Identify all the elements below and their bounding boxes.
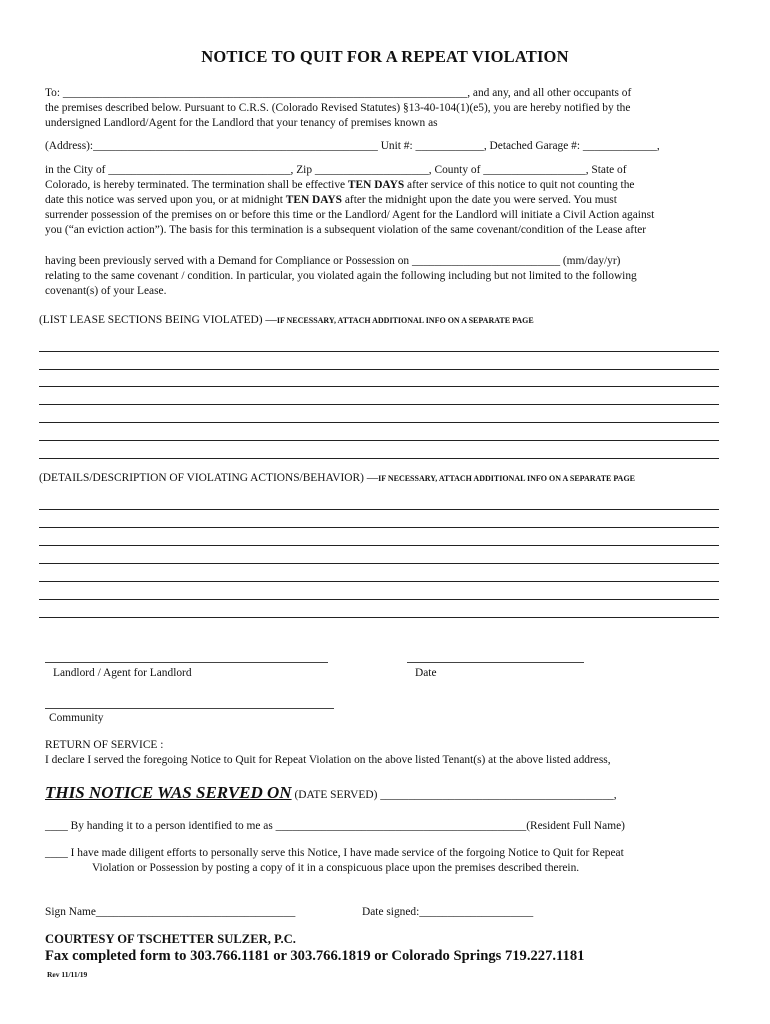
previously-served-line: having been previously served with a Demand for Compliance or Possession on __________________________ (mm/day/yr) bbox=[45, 255, 621, 267]
lease-section-line[interactable] bbox=[39, 351, 719, 352]
service-by-posting-line-2: Violation or Possession by posting a copy of it in a conspicuous place upon the premises described therein. bbox=[92, 862, 580, 874]
sign-name-field[interactable]: Sign Name___________________________________ bbox=[45, 906, 296, 918]
courtesy-line: COURTESY OF TSCHETTER SULZER, P.C. bbox=[45, 932, 296, 946]
return-of-service-declaration: I declare I served the foregoing Notice to Quit for Repeat Violation on the above listed Tenant(s) at the above listed address, bbox=[45, 754, 611, 766]
lease-section-line[interactable] bbox=[39, 422, 719, 423]
details-line[interactable] bbox=[39, 509, 719, 510]
previously-lease-line: covenant(s) of your Lease. bbox=[45, 285, 167, 297]
fax-instructions: Fax completed form to 303.766.1181 or 303.766.1819 or Colorado Springs 719.227.1181 bbox=[45, 948, 585, 964]
date-label: Date bbox=[415, 667, 437, 679]
lease-section-line[interactable] bbox=[39, 386, 719, 387]
details-line[interactable] bbox=[39, 545, 719, 546]
return-of-service-heading: RETURN OF SERVICE : bbox=[45, 739, 164, 751]
date-served-field[interactable]: (DATE SERVED) _________________________________________, bbox=[291, 789, 617, 801]
details-line[interactable] bbox=[39, 599, 719, 600]
community-line[interactable] bbox=[45, 708, 334, 709]
service-by-posting-option[interactable]: ____ I have made diligent efforts to personally serve this Notice, I have made service of the forgoing Notice to Quit for Repeat bbox=[45, 847, 624, 859]
ten-days-bold: TEN DAYS bbox=[347, 179, 405, 191]
intro-tenancy-line: undersigned Landlord/Agent for the Landlord that your tenancy of premises known as bbox=[45, 117, 438, 129]
ten-days-bold: TEN DAYS bbox=[285, 194, 342, 206]
lease-section-line[interactable] bbox=[39, 369, 719, 370]
address-line: (Address):__________________________________________________ Unit #: ____________, Detached Garage #: _____________, bbox=[45, 140, 660, 152]
date-signed-field[interactable]: Date signed:____________________ bbox=[362, 906, 534, 918]
served-on-line bbox=[45, 783, 617, 803]
details-line[interactable] bbox=[39, 527, 719, 528]
city-zip-county-line: in the City of ________________________________, Zip ____________________, County of __________________, State of bbox=[45, 164, 627, 176]
landlord-label: Landlord / Agent for Landlord bbox=[53, 667, 192, 679]
attach-note: IF NECESSARY, ATTACH ADDITIONAL INFO ON A SEPARATE PAGE bbox=[276, 316, 534, 325]
details-line[interactable] bbox=[39, 563, 719, 564]
lease-section-line[interactable] bbox=[39, 404, 719, 405]
termination-line-3: date this notice was served upon you, or at midnight TEN DAYS after the midnight upon the date you were served. You must bbox=[45, 194, 617, 206]
details-heading: (DETAILS/DESCRIPTION OF VIOLATING ACTIONS/BEHAVIOR) —IF NECESSARY, ATTACH ADDITIONAL INFO ON A SEPARATE PAGE bbox=[39, 472, 636, 484]
landlord-signature-line[interactable] bbox=[45, 662, 328, 663]
attach-note: IF NECESSARY, ATTACH ADDITIONAL INFO ON A SEPARATE PAGE bbox=[378, 474, 636, 483]
date-signature-line[interactable] bbox=[407, 662, 584, 663]
termination-line-4: surrender possession of the premises on or before this time or the Landlord/ Agent for the Landlord will initiate a Civil Action against bbox=[45, 209, 655, 221]
intro-statute-line: the premises described below. Pursuant to C.R.S. (Colorado Revised Statutes) §13-40-104(1)(e5), you are hereby notified by the bbox=[45, 102, 631, 114]
served-on-label: THIS NOTICE WAS SERVED ON bbox=[45, 783, 292, 802]
revision-label: Rev 11/11/19 bbox=[47, 970, 88, 979]
intro-to-line: To: _______________________________________________________________________, and any, and all other occupants of bbox=[45, 87, 632, 99]
previously-covenant-line: relating to the same covenant / condition. In particular, you violated again the following including but not limited to the following bbox=[45, 270, 637, 282]
service-by-handing-option[interactable]: ____ By handing it to a person identified to me as ____________________________________________(Resident Full Name) bbox=[45, 820, 625, 832]
community-label: Community bbox=[49, 712, 104, 724]
termination-line-2: Colorado, is hereby terminated. The termination shall be effective TEN DAYS after service of this notice to quit not counting the bbox=[45, 179, 635, 191]
lease-section-line[interactable] bbox=[39, 458, 719, 459]
lease-sections-heading: (LIST LEASE SECTIONS BEING VIOLATED) —IF NECESSARY, ATTACH ADDITIONAL INFO ON A SEPARATE PAGE bbox=[39, 314, 534, 326]
details-line[interactable] bbox=[39, 617, 719, 618]
details-line[interactable] bbox=[39, 581, 719, 582]
lease-section-line[interactable] bbox=[39, 440, 719, 441]
page-title: NOTICE TO QUIT FOR A REPEAT VIOLATION bbox=[201, 47, 569, 66]
termination-line-5: you (“an eviction action”). The basis for this termination is a subsequent violation of the same covenant/condition of the Lease after bbox=[45, 224, 647, 236]
